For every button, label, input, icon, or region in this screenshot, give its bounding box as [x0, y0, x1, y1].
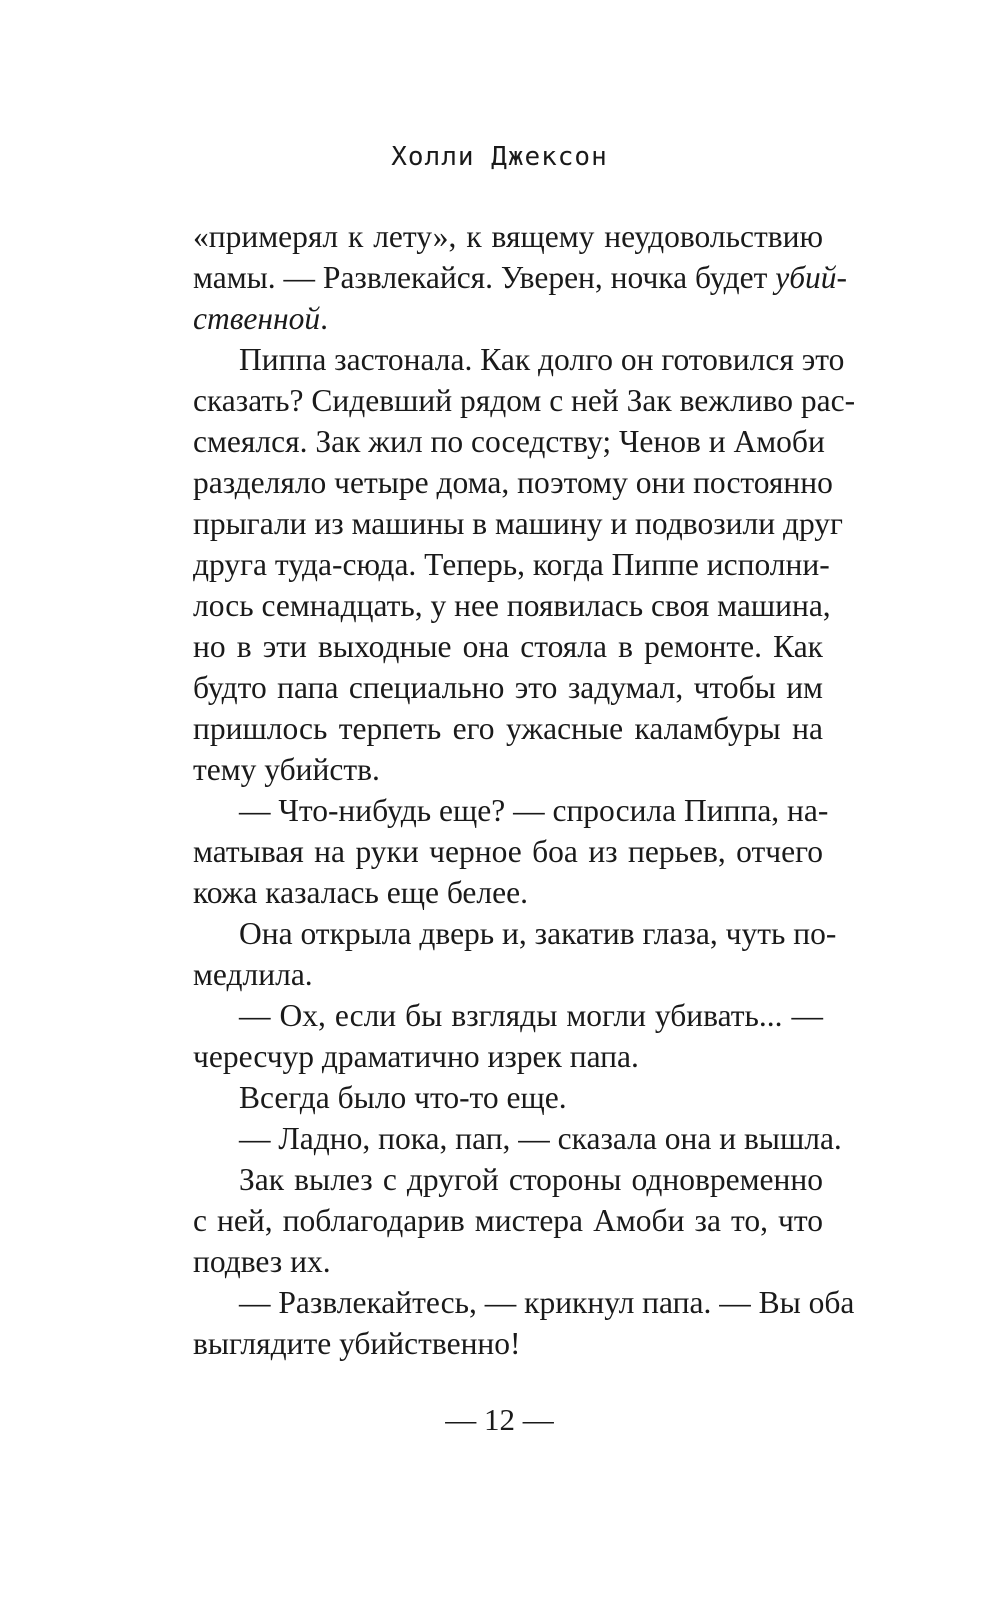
text-line: лось семнадцать, у нее появилась своя машина, — [193, 588, 831, 623]
text-line: смеялся. Зак жил по соседству; Ченов и Амоби — [193, 424, 825, 459]
text-line: — Ладно, пока, пап, — сказала она и вышла. — [239, 1121, 842, 1156]
text-line: с ней, поблагодарив мистера Амоби за то, что — [193, 1203, 823, 1238]
text-line: Пиппа застонала. Как долго он готовился это — [239, 342, 845, 377]
text-line: мамы. — Развлекайся. Уверен, ночка будет убий- — [193, 260, 848, 295]
text-line: — Развлекайтесь, — крикнул папа. — Вы оба — [239, 1285, 855, 1320]
text-line: кожа казалась еще белее. — [193, 875, 528, 910]
text-line: разделяло четыре дома, поэтому они постоянно — [193, 465, 833, 500]
text-line: Она открыла дверь и, закатив глаза, чуть по- — [239, 916, 837, 951]
text-line: Зак вылез с другой стороны одновременно — [239, 1162, 823, 1197]
text-line: прыгали из машины в машину и подвозили друг — [193, 506, 843, 541]
text-line: сказать? Сидевший рядом с ней Зак вежливо рас- — [193, 383, 856, 418]
page-number: — 12 — — [445, 1402, 554, 1437]
text-line: — Что-нибудь еще? — спросила Пиппа, на- — [239, 793, 829, 828]
text-line: чересчур драматично изрек папа. — [193, 1039, 639, 1074]
text-line: ственной. — [193, 301, 329, 336]
text-line: «примерял к лету», к вящему неудовольствию — [193, 219, 823, 254]
text-line: Всегда было что-то еще. — [239, 1080, 567, 1115]
text-line: друга туда-сюда. Теперь, когда Пиппе исполни- — [193, 547, 830, 582]
text-line: но в эти выходные она стояла в ремонте. Как — [193, 629, 823, 664]
running-head: Холли Джексон — [391, 142, 608, 172]
text-line: подвез их. — [193, 1244, 331, 1279]
text-line: тему убийств. — [193, 752, 380, 787]
body-text — [193, 216, 856, 1364]
text-line: матывая на руки черное боа из перьев, отчего — [193, 834, 823, 869]
text-line: медлила. — [193, 957, 313, 992]
text-line: будто папа специально это задумал, чтобы им — [193, 670, 823, 705]
text-line: — Ох, если бы взгляды могли убивать... — — [239, 998, 823, 1033]
text-line: пришлось терпеть его ужасные каламбуры на — [193, 711, 823, 746]
text-line: выглядите убийственно! — [193, 1326, 521, 1361]
